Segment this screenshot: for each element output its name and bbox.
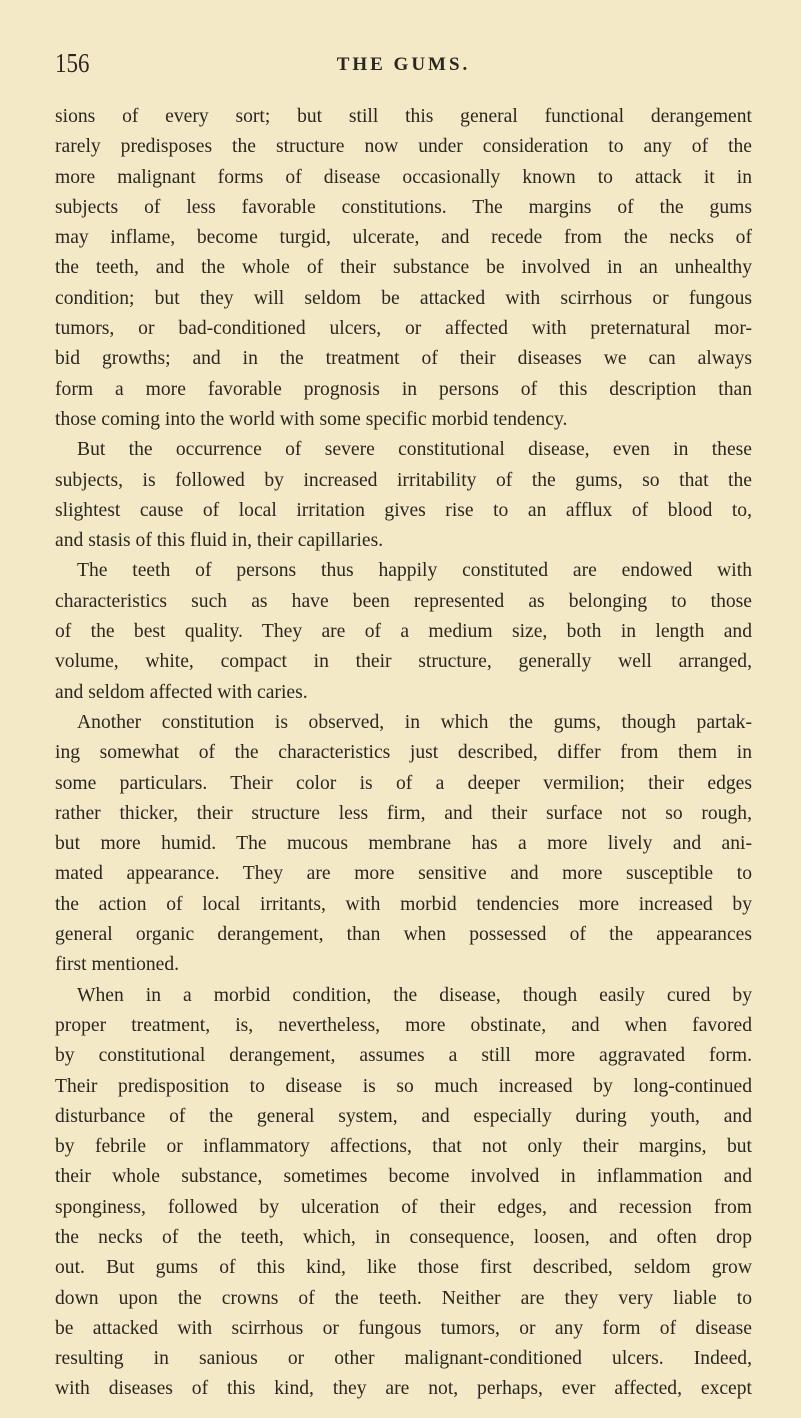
text-line <box>55 1132 752 1162</box>
text-line-content: The teeth of persons thus happily constituted are endowed with <box>77 560 752 582</box>
text-line <box>55 314 752 344</box>
text-line <box>55 405 752 435</box>
text-line <box>55 647 752 677</box>
text-line <box>55 193 752 223</box>
page-number: 156 <box>55 48 90 78</box>
text-line <box>55 375 752 405</box>
text-line-content: Another constitution is observed, in which the gums, though partak- <box>77 711 752 733</box>
text-line-content: down upon the crowns of the teeth. Neither are they very liable to <box>55 1287 752 1309</box>
text-line-content: rather thicker, their structure less firm, and their surface not so rough, <box>55 802 752 824</box>
text-line-content: and seldom affected with caries. <box>55 681 308 703</box>
text-line <box>55 738 752 768</box>
text-line-content: subjects of less favorable constitutions. The margins of the gums <box>55 196 752 218</box>
text-line-content: the necks of the teeth, which, in consequence, loosen, and often drop <box>55 1226 752 1248</box>
text-line-content: first mentioned. <box>55 954 180 976</box>
text-line-content: but more humid. The mucous membrane has a more lively and ani- <box>55 833 752 855</box>
page-header <box>55 48 752 82</box>
text-line <box>55 678 752 708</box>
text-line <box>55 920 752 950</box>
text-line <box>55 1284 752 1314</box>
text-line-content: characteristics such as have been represented as belonging to those <box>55 590 752 612</box>
text-line-content: tumors, or bad-conditioned ulcers, or affected with preternatural mor- <box>55 318 752 340</box>
text-line-content: Their predisposition to disease is so much increased by long-continued <box>55 1075 752 1097</box>
text-line-content: with diseases of this kind, they are not, perhaps, ever affected, except <box>55 1378 752 1400</box>
text-line-content: proper treatment, is, nevertheless, more obstinate, and when favored <box>55 1014 752 1036</box>
text-line <box>55 587 752 617</box>
text-line <box>55 466 752 496</box>
text-line <box>55 253 752 283</box>
text-line <box>55 1314 752 1344</box>
text-line <box>55 102 752 132</box>
text-line <box>55 950 752 980</box>
text-line-content: resulting in sanious or other malignant-conditioned ulcers. Indeed, <box>55 1348 752 1370</box>
text-line <box>55 223 752 253</box>
text-line <box>55 1102 752 1132</box>
text-line <box>55 859 752 889</box>
text-line-content: When in a morbid condition, the disease, though easily cured by <box>77 984 752 1006</box>
text-line-content: out. But gums of this kind, like those first described, seldom grow <box>55 1257 752 1279</box>
text-line <box>55 799 752 829</box>
text-line-content: disturbance of the general system, and especially during youth, and <box>55 1105 752 1127</box>
text-line <box>55 556 752 586</box>
text-line <box>55 829 752 859</box>
text-line <box>55 435 752 465</box>
text-line-content: some particulars. Their color is of a deeper vermilion; their edges <box>55 772 752 794</box>
running-title: THE GUMS. <box>336 54 471 75</box>
text-line-content: those coming into the world with some specific morbid tendency. <box>55 408 568 430</box>
text-line <box>55 284 752 314</box>
text-line-content: general organic derangement, than when possessed of the appearances <box>55 924 752 946</box>
text-line <box>55 1223 752 1253</box>
body-text <box>55 102 752 1405</box>
text-line-content: sponginess, followed by ulceration of their edges, and recession from <box>55 1196 752 1218</box>
text-line-content: more malignant forms of disease occasionally known to attack it in <box>55 166 752 188</box>
text-line-content: But the occurrence of severe constitutional disease, even in these <box>77 439 752 461</box>
text-line-content: their whole substance, sometimes become involved in inflammation and <box>55 1166 752 1188</box>
text-line <box>55 708 752 738</box>
text-line-content: ing somewhat of the characteristics just described, differ from them in <box>55 742 752 764</box>
text-line-content: volume, white, compact in their structure, generally well arranged, <box>55 651 752 673</box>
text-line <box>55 526 752 556</box>
text-line <box>55 1162 752 1192</box>
text-line-content: sions of every sort; but still this general functional derangement <box>55 106 752 127</box>
text-line-content: slightest cause of local irritation gives rise to an afflux of blood to, <box>55 499 752 521</box>
text-line-content: bid growths; and in the treatment of their diseases we can always <box>55 348 752 370</box>
text-line-content: mated appearance. They are more sensitive and more susceptible to <box>55 863 752 885</box>
text-line-content: be attacked with scirrhous or fungous tumors, or any form of disease <box>55 1317 752 1339</box>
text-line-content: and stasis of this fluid in, their capillaries. <box>55 530 384 552</box>
text-line <box>55 1041 752 1071</box>
text-line <box>55 1011 752 1041</box>
text-line <box>55 344 752 374</box>
text-line <box>55 163 752 193</box>
text-line-content: of the best quality. They are of a medium size, both in length and <box>55 621 752 643</box>
text-line-content: form a more favorable prognosis in persons of this description than <box>55 378 752 400</box>
text-line-content: the action of local irritants, with morbid tendencies more increased by <box>55 893 752 915</box>
text-line <box>55 1193 752 1223</box>
text-line <box>55 1344 752 1374</box>
text-line <box>55 1253 752 1283</box>
text-line <box>55 769 752 799</box>
text-line-content: may inflame, become turgid, ulcerate, and recede from the necks of <box>55 227 752 249</box>
text-line <box>55 1374 752 1404</box>
text-line-content: the teeth, and the whole of their substance be involved in an unhealthy <box>55 257 752 279</box>
text-line-content: rarely predisposes the structure now under consideration to any of the <box>55 136 752 158</box>
text-line <box>55 496 752 526</box>
text-line-content: subjects, is followed by increased irritability of the gums, so that the <box>55 469 752 491</box>
text-line-content: condition; but they will seldom be attacked with scirrhous or fungous <box>55 287 752 309</box>
text-line-content: by febrile or inflammatory affections, that not only their margins, but <box>55 1136 752 1158</box>
text-line <box>55 1072 752 1102</box>
text-line <box>55 617 752 647</box>
text-line-content: by constitutional derangement, assumes a still more aggravated form. <box>55 1045 752 1067</box>
text-line <box>55 981 752 1011</box>
text-line <box>55 132 752 162</box>
text-line <box>55 890 752 920</box>
